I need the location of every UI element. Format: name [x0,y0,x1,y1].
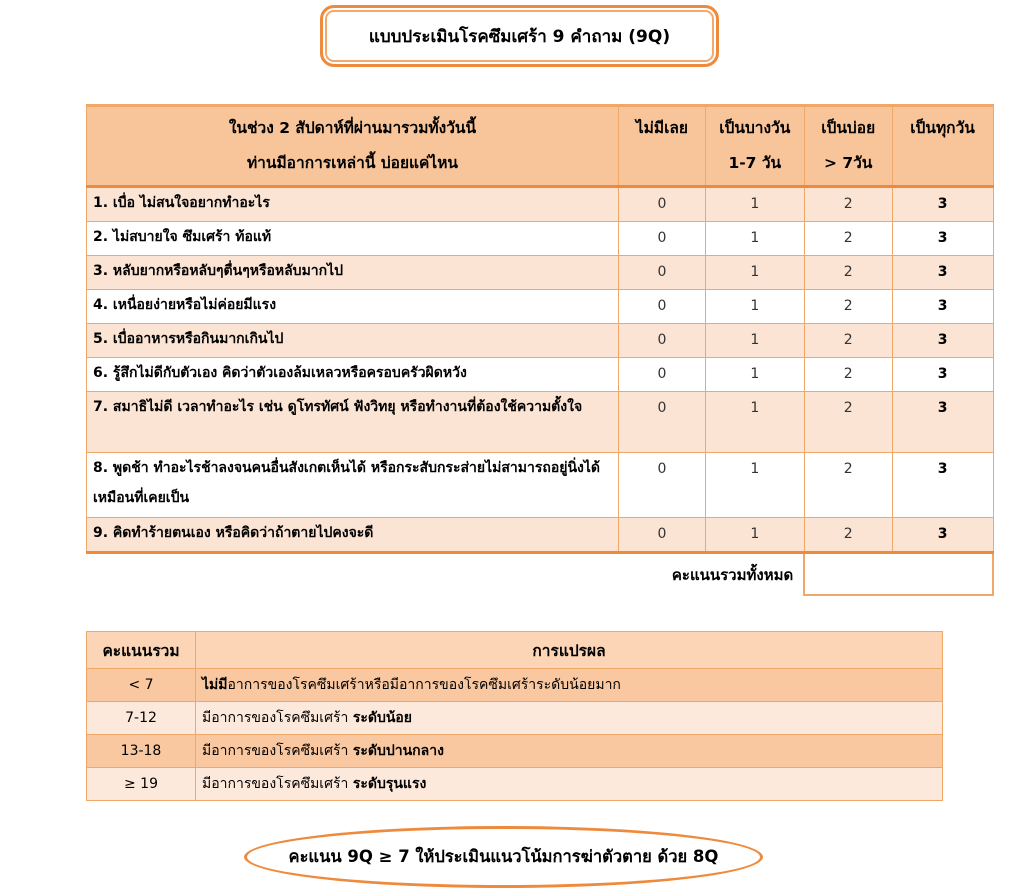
table-row [87,702,943,735]
score-1: 1 [705,392,804,453]
question-text: 7. สมาธิไม่ดี เวลาทำอะไร เช่น ดูโทรทัศน์ ฟังวิทยุ หรือทำงานที่ต้องใช้ความตั้งใจ [87,392,619,453]
score-1: 1 [705,324,804,358]
col-often-line2: > 7วัน [823,154,873,172]
score-1: 1 [705,187,804,222]
score-0: 0 [618,392,705,453]
question-text: 8. พูดช้า ทำอะไรช้าลงจนคนอื่นสังเกตเห็นได้ หรือกระสับกระส่ายไม่สามารถอยู่นิ่งได้เหมือนที่เคยเป็น [87,453,619,518]
score-3: 3 [892,256,993,290]
question-text: 2. ไม่สบายใจ ซึมเศร้า ท้อแท้ [87,222,619,256]
question-text: 9. คิดทำร้ายตนเอง หรือคิดว่าถ้าตายไปคงจะดี [87,518,619,553]
table-row [87,735,943,768]
score-3: 3 [892,518,993,553]
score-3: 3 [892,187,993,222]
score-2: 2 [804,324,892,358]
table-row [87,187,994,222]
score-2: 2 [804,187,892,222]
question-text: 4. เหนื่อยง่ายหรือไม่ค่อยมีแรง [87,290,619,324]
score-3: 3 [892,358,993,392]
question-header-line1: ในช่วง 2 สัปดาห์ที่ผ่านมารวมทั้งวันนี้ [228,119,477,137]
total-score-label: คะแนนรวมทั้งหมด [87,553,805,596]
score-3: 3 [892,222,993,256]
question-header-line2: ท่านมีอาการเหล่านี้ บ่อยแค่ไหน [246,154,459,172]
interpretation-text [196,768,943,801]
interpretation-body: มีอาการของโรคซึมเศร้า [202,710,353,726]
question-text: 5. เบื่ออาหารหรือกินมากเกินไป [87,324,619,358]
col-often-line1: เป็นบ่อย [821,119,876,137]
score-0: 0 [618,358,705,392]
col-never: ไม่มีเลย [618,106,705,187]
score-range: 7-12 [87,702,196,735]
interpretation-level: ระดับปานกลาง [352,743,444,759]
score-1: 1 [705,290,804,324]
table-row [87,290,994,324]
interpretation-bold: ไม่มี [202,677,228,693]
total-row [87,553,994,596]
score-0: 0 [618,518,705,553]
table-row [87,518,994,553]
question-text: 1. เบื่อ ไม่สนใจอยากทำอะไร [87,187,619,222]
score-0: 0 [618,187,705,222]
score-range: 13-18 [87,735,196,768]
score-1: 1 [705,256,804,290]
score-1: 1 [705,222,804,256]
score-range: < 7 [87,669,196,702]
table-row [87,768,943,801]
table-row [87,222,994,256]
total-score-field[interactable] [804,553,993,596]
score-3: 3 [892,324,993,358]
footer-note: คะแนน 9Q ≥ 7 ให้ประเมินแนวโน้มการฆ่าตัวตาย ด้วย 8Q [244,826,763,888]
score-range: ≥ 19 [87,768,196,801]
score-0: 0 [618,290,705,324]
question-table [86,104,994,596]
question-text: 3. หลับยากหรือหลับๆตื่นๆหรือหลับมากไป [87,256,619,290]
score-2: 2 [804,392,892,453]
score-3: 3 [892,392,993,453]
col-interpretation: การแปรผล [196,632,943,669]
score-2: 2 [804,453,892,518]
score-2: 2 [804,518,892,553]
score-0: 0 [618,222,705,256]
interpretation-table [86,631,943,801]
score-0: 0 [618,324,705,358]
score-1: 1 [705,358,804,392]
col-some-days-line2: 1-7 วัน [728,154,782,172]
table-row [87,324,994,358]
score-0: 0 [618,453,705,518]
score-3: 3 [892,290,993,324]
score-1: 1 [705,453,804,518]
question-table-header [87,106,994,187]
score-1: 1 [705,518,804,553]
col-score-range: คะแนนรวม [87,632,196,669]
question-header [87,106,619,187]
col-some-days [705,106,804,187]
interpretation-text [196,702,943,735]
table-row [87,256,994,290]
col-often [804,106,892,187]
col-daily: เป็นทุกวัน [892,106,993,187]
interpretation-level: ระดับน้อย [352,710,413,726]
score-2: 2 [804,290,892,324]
table-row [87,453,994,518]
interpretation-body: มีอาการของโรคซึมเศร้า [202,776,353,792]
score-2: 2 [804,256,892,290]
interpretation-body: มีอาการของโรคซึมเศร้า [202,743,353,759]
score-3: 3 [892,453,993,518]
table-row [87,358,994,392]
score-0: 0 [618,256,705,290]
table-row [87,392,994,453]
interpretation-body: อาการของโรคซึมเศร้าหรือมีอาการของโรคซึมเศร้าระดับน้อยมาก [227,677,621,693]
question-text: 6. รู้สึกไม่ดีกับตัวเอง คิดว่าตัวเองล้มเหลวหรือครอบครัวผิดหวัง [87,358,619,392]
score-2: 2 [804,222,892,256]
interpretation-text [196,735,943,768]
score-2: 2 [804,358,892,392]
interpretation-level: ระดับรุนแรง [352,776,427,792]
form-title: แบบประเมินโรคซึมเศร้า 9 คำถาม (9Q) [320,5,719,67]
interpretation-header [87,632,943,669]
col-some-days-line1: เป็นบางวัน [719,119,791,137]
table-row [87,669,943,702]
interpretation-text [196,669,943,702]
